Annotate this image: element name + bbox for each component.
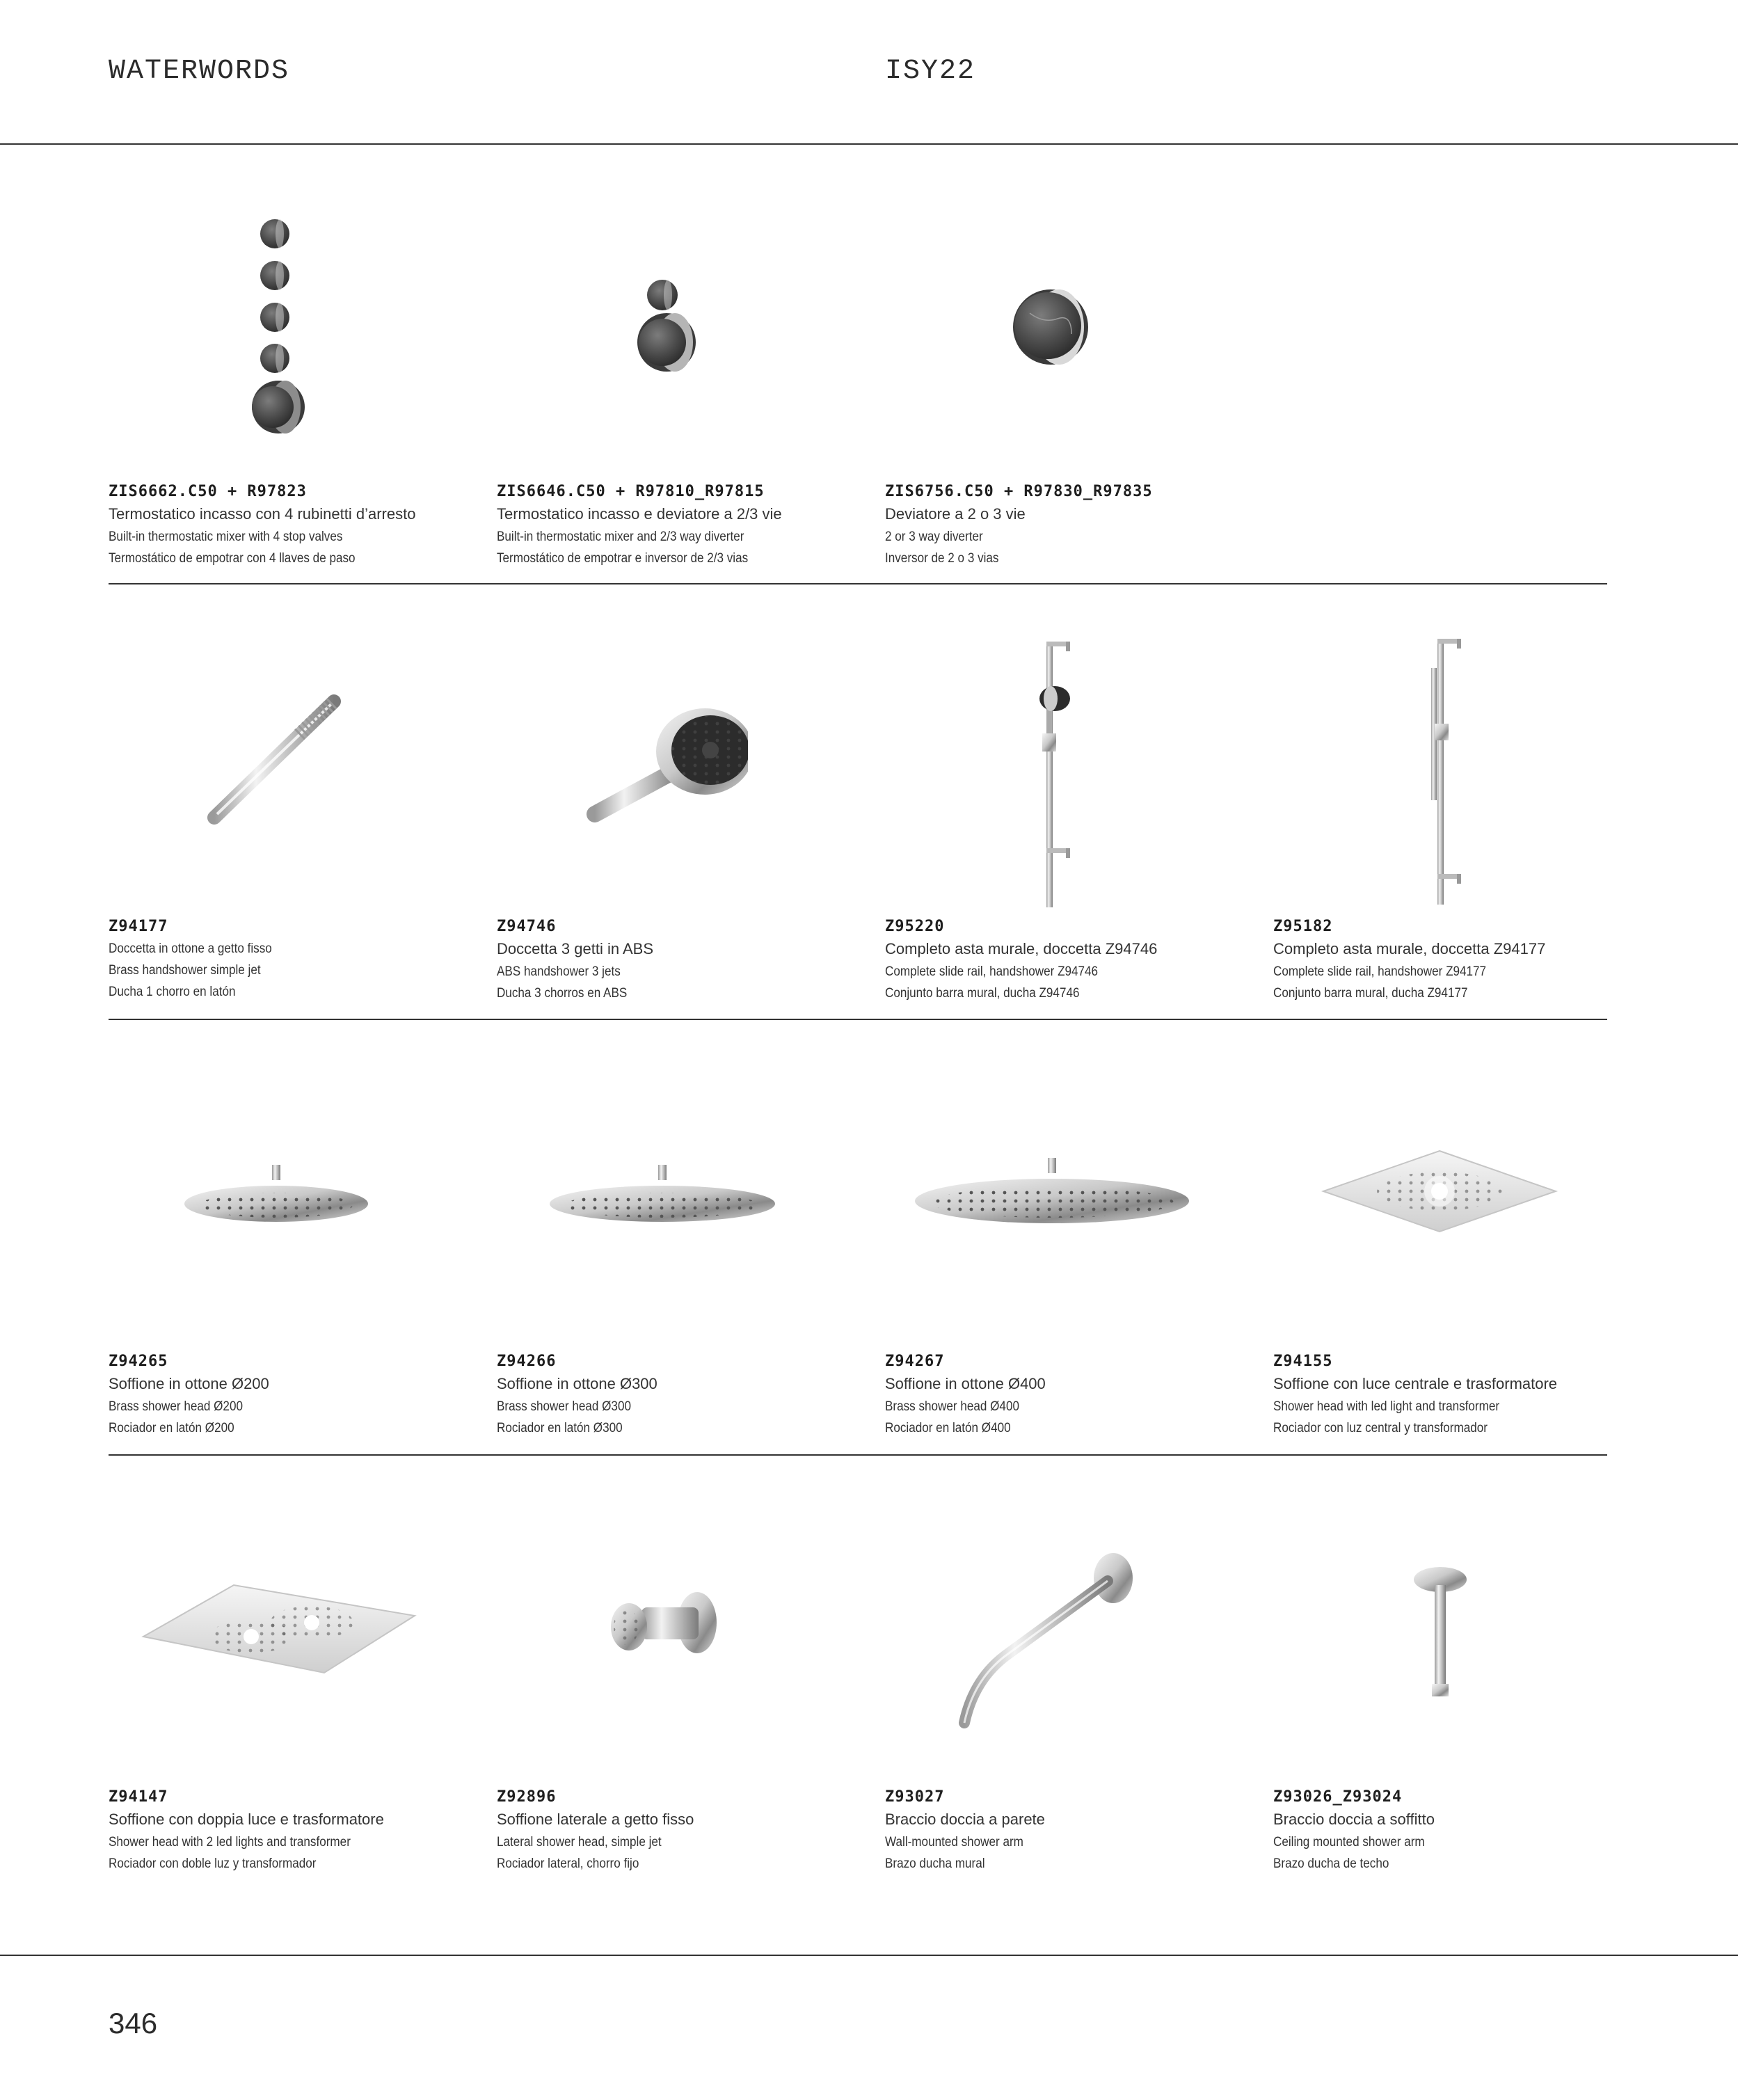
product-card — [885, 483, 1261, 566]
product-desc-en: Shower head with led light and transformer — [1273, 1399, 1500, 1414]
product-code: Z93026_Z93024 — [1273, 1788, 1403, 1806]
product-desc-en: ABS handshower 3 jets — [497, 964, 621, 979]
footer-rule — [0, 1955, 1738, 1956]
product-desc-it: Soffione con luce centrale e trasformatore — [1273, 1375, 1558, 1392]
product-code: ZIS6756.C50 + R97830_R97835 — [885, 483, 1153, 500]
product-code: Z94746 — [497, 918, 557, 935]
product-card — [1273, 1788, 1649, 1872]
ceiling-shower-arm-icon — [1398, 1559, 1482, 1708]
product-desc-es: Brazo ducha mural — [885, 1856, 985, 1871]
row-divider — [109, 1019, 1607, 1020]
round-handshower-icon — [581, 703, 748, 832]
product-code: ZIS6646.C50 + R97810_R97815 — [497, 483, 765, 500]
product-desc-es: Termostático de empotrar con 4 llaves de paso — [109, 551, 356, 566]
product-desc-es: Inversor de 2 o 3 vias — [885, 551, 999, 566]
product-code: Z94155 — [1273, 1353, 1333, 1370]
shower-head-200-icon — [182, 1162, 370, 1235]
product-card — [497, 918, 872, 1001]
product-desc-it: Soffione in ottone Ø200 — [109, 1375, 269, 1392]
product-desc-en: Brass shower head Ø200 — [109, 1399, 243, 1414]
product-desc-it: Completo asta murale, doccetta Z94177 — [1273, 940, 1546, 957]
product-desc-en: Complete slide rail, handshower Z94746 — [885, 964, 1099, 979]
page-number: 346 — [109, 2007, 158, 2039]
product-code: Z94267 — [885, 1353, 945, 1370]
product-card — [885, 1788, 1261, 1872]
product-desc-es: Conjunto barra mural, ducha Z94746 — [885, 986, 1080, 1001]
product-desc-it: Deviatore a 2 o 3 vie — [885, 505, 1026, 523]
product-desc-es: Termostático de empotrar e inversor de 2/3 vias — [497, 551, 749, 566]
product-card — [1273, 918, 1649, 1001]
shower-head-300-icon — [548, 1162, 777, 1235]
thermostatic-4-valves-icon — [237, 209, 334, 449]
product-desc-en: Ceiling mounted shower arm — [1273, 1835, 1425, 1850]
product-desc-it: Doccetta 3 getti in ABS — [497, 940, 654, 957]
product-code: Z94147 — [109, 1788, 168, 1806]
product-desc-en: Brass shower head Ø400 — [885, 1399, 1019, 1414]
brand-title: WATERWORDS — [109, 56, 290, 87]
product-code: Z95220 — [885, 918, 945, 935]
row-divider — [109, 583, 1607, 584]
product-code: Z92896 — [497, 1788, 557, 1806]
row-divider — [109, 1454, 1607, 1456]
product-desc-en: Built-in thermostatic mixer and 2/3 way diverter — [497, 530, 744, 544]
product-desc-it: Soffione in ottone Ø300 — [497, 1375, 657, 1392]
product-card — [1273, 1353, 1649, 1436]
product-card — [497, 483, 872, 566]
product-desc-en: Wall-mounted shower arm — [885, 1835, 1023, 1850]
product-desc-en: Brass handshower simple jet — [109, 963, 261, 978]
product-desc-es: Brazo ducha de techo — [1273, 1856, 1389, 1871]
product-code: Z94177 — [109, 918, 168, 935]
product-desc-it: Termostatico incasso con 4 rubinetti d’arresto — [109, 505, 416, 523]
wall-shower-arm-icon — [946, 1549, 1148, 1733]
product-card — [109, 918, 484, 1000]
product-desc-es: Rociador en latón Ø300 — [497, 1421, 623, 1435]
product-desc-it: Completo asta murale, doccetta Z94746 — [885, 940, 1158, 957]
product-desc-es: Rociador lateral, chorro fijo — [497, 1856, 639, 1871]
header-rule — [0, 143, 1738, 145]
double-led-shower-head-icon — [136, 1580, 419, 1687]
product-desc-it: Braccio doccia a parete — [885, 1811, 1045, 1828]
product-desc-it: Soffione con doppia luce e trasformatore — [109, 1811, 384, 1828]
product-code: ZIS6662.C50 + R97823 — [109, 483, 307, 500]
product-desc-it: Braccio doccia a soffitto — [1273, 1811, 1435, 1828]
product-card — [497, 1353, 872, 1436]
square-led-shower-head-icon — [1319, 1145, 1560, 1239]
product-code: Z95182 — [1273, 918, 1333, 935]
product-desc-es: Rociador en latón Ø400 — [885, 1421, 1011, 1435]
collection-title: ISY22 — [885, 56, 976, 87]
product-desc-en: Shower head with 2 led lights and transformer — [109, 1835, 351, 1850]
lateral-shower-head-icon — [600, 1584, 725, 1671]
slide-rail-round-icon — [1030, 636, 1099, 911]
stick-handshower-icon — [202, 689, 348, 832]
product-desc-es: Rociador con luz central y transformador — [1273, 1421, 1488, 1435]
product-desc-es: Rociador en latón Ø200 — [109, 1421, 234, 1435]
product-desc-it: Termostatico incasso e deviatore a 2/3 vie — [497, 505, 782, 523]
product-card — [885, 1353, 1261, 1436]
product-card — [109, 483, 484, 566]
product-desc-en: 2 or 3 way diverter — [885, 530, 983, 544]
product-code: Z94265 — [109, 1353, 168, 1370]
slide-rail-stick-icon — [1417, 633, 1486, 908]
product-card — [885, 918, 1261, 1001]
product-card — [497, 1788, 872, 1872]
product-desc-es: Conjunto barra mural, ducha Z94177 — [1273, 986, 1468, 1001]
product-desc-it: Soffione laterale a getto fisso — [497, 1811, 694, 1828]
thermostatic-diverter-icon — [626, 276, 724, 383]
product-desc-en: Complete slide rail, handshower Z94177 — [1273, 964, 1487, 979]
product-code: Z94266 — [497, 1353, 557, 1370]
product-card — [109, 1353, 484, 1436]
product-desc-en: Built-in thermostatic mixer with 4 stop valves — [109, 530, 343, 544]
product-desc-es: Ducha 1 chorro en latón — [109, 985, 236, 999]
shower-head-400-icon — [913, 1155, 1191, 1235]
product-card — [109, 1788, 484, 1872]
product-desc-it: Doccetta in ottone a getto fisso — [109, 941, 272, 956]
product-desc-en: Brass shower head Ø300 — [497, 1399, 631, 1414]
product-code: Z93027 — [885, 1788, 945, 1806]
product-desc-it: Soffione in ottone Ø400 — [885, 1375, 1046, 1392]
product-desc-es: Rociador con doble luz y transformador — [109, 1856, 317, 1871]
product-desc-es: Ducha 3 chorros en ABS — [497, 986, 628, 1001]
diverter-knob-icon — [1009, 285, 1092, 372]
product-desc-en: Lateral shower head, simple jet — [497, 1835, 662, 1850]
